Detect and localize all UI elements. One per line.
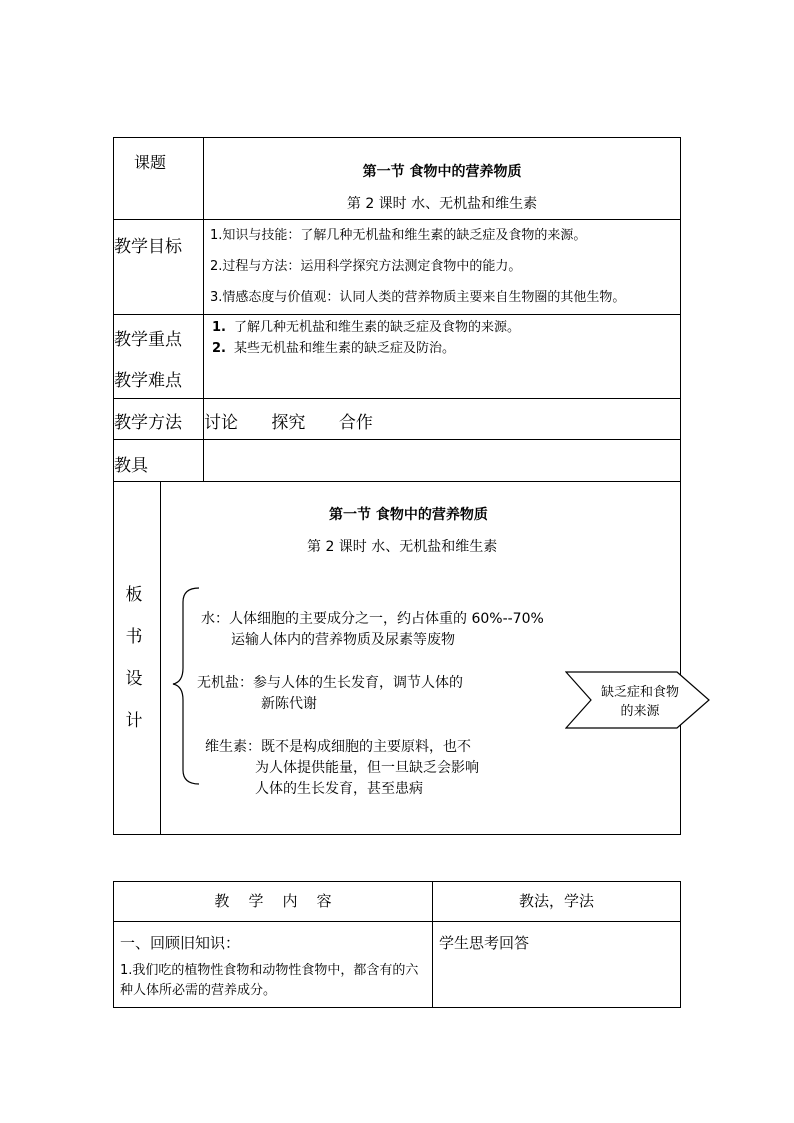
- vitamin-line-3: 人体的生长发育，甚至患病: [255, 781, 423, 797]
- section1-cell: [114, 922, 433, 1008]
- topic-label: 课题: [134, 153, 167, 172]
- lesson-plan-table: [113, 137, 681, 835]
- key-point-1: [204, 315, 680, 338]
- methods-cell: [204, 399, 681, 440]
- section1-method-cell: [433, 922, 681, 1008]
- method-label-cell: [114, 399, 204, 440]
- key-point-1-num: 1.: [212, 320, 226, 335]
- board-design-cell: [161, 482, 681, 835]
- lesson-subtitle: 第 2 课时 水、无机盐和维生素: [346, 196, 538, 212]
- key-points-cell: [204, 315, 681, 399]
- tools-cell: [204, 440, 681, 482]
- board-design: [161, 482, 680, 834]
- board-label-char-4: 计: [125, 711, 143, 731]
- method-label: 教学方法: [114, 413, 182, 433]
- vitamin-line-2: 为人体提供能量，但一旦缺乏会影响: [255, 760, 479, 776]
- objectives-label: 教学目标: [114, 237, 182, 257]
- board-label-char-1: 板: [125, 585, 143, 605]
- section1-method: 学生思考回答: [439, 934, 530, 952]
- key-label: 教学重点: [114, 330, 182, 350]
- lesson-title: 第一节 食物中的营养物质: [362, 164, 522, 180]
- method-cooperate: 合作: [338, 413, 373, 433]
- section1-text: 1.我们吃的植物性食物和动物性食物中，都含有的六种人体所必需的营养成分。: [120, 963, 419, 998]
- tools-label-cell: [114, 440, 204, 482]
- teaching-content-table: [113, 881, 681, 1008]
- board-label-cell: [114, 482, 161, 835]
- board-label-char-3: 设: [125, 669, 143, 689]
- method-discuss: 讨论: [204, 413, 239, 433]
- objectives-label-cell: [114, 220, 204, 315]
- water-line-1: 水：人体细胞的主要成分之一，约占体重的 60%--70%: [201, 611, 544, 627]
- salt-line-2: 新陈代谢: [261, 696, 317, 712]
- vitamin-line-1: 维生素：既不是构成细胞的主要原料，也不: [205, 739, 471, 755]
- water-line-2: 运输人体内的营养物质及尿素等废物: [231, 632, 455, 648]
- difficult-label: 教学难点: [114, 371, 182, 391]
- key-label-cell: [114, 315, 204, 399]
- arrow-text: 缺乏症和食物的来源: [600, 685, 679, 719]
- method-header: 教法，学法: [433, 882, 681, 922]
- board-label-char-2: 书: [125, 627, 143, 647]
- tools-label: 教具: [114, 456, 148, 476]
- objective-1: 1.知识与技能：了解几种无机盐和维生素的缺乏症及食物的来源。: [210, 228, 587, 243]
- topic-title-cell: [204, 138, 681, 220]
- key-point-1-text: 了解几种无机盐和维生素的缺乏症及食物的来源。: [234, 320, 521, 335]
- deficiency-arrow: [565, 671, 711, 729]
- objective-3: 3.情感态度与价值观：认同人类的营养物质主要来自生物圈的其他生物。: [210, 290, 626, 305]
- board-label: [124, 574, 144, 742]
- board-subtitle: 第 2 课时 水、无机盐和维生素: [307, 539, 498, 555]
- board-title: 第一节 食物中的营养物质: [329, 507, 488, 523]
- objectives-cell: [204, 220, 681, 315]
- content-header: 教 学 内 容: [114, 882, 433, 922]
- objective-2: 2.过程与方法：运用科学探究方法测定食物中的能力。: [210, 259, 522, 274]
- key-point-2: [204, 338, 680, 359]
- salt-line-1: 无机盐：参与人体的生长发育，调节人体的: [197, 675, 463, 691]
- section1-title: 一、回顾旧知识：: [120, 934, 241, 952]
- method-explore: 探究: [271, 413, 306, 433]
- key-point-2-num: 2.: [212, 341, 226, 356]
- topic-label-cell: [114, 138, 204, 220]
- key-point-2-text: 某些无机盐和维生素的缺乏症及防治。: [234, 341, 456, 356]
